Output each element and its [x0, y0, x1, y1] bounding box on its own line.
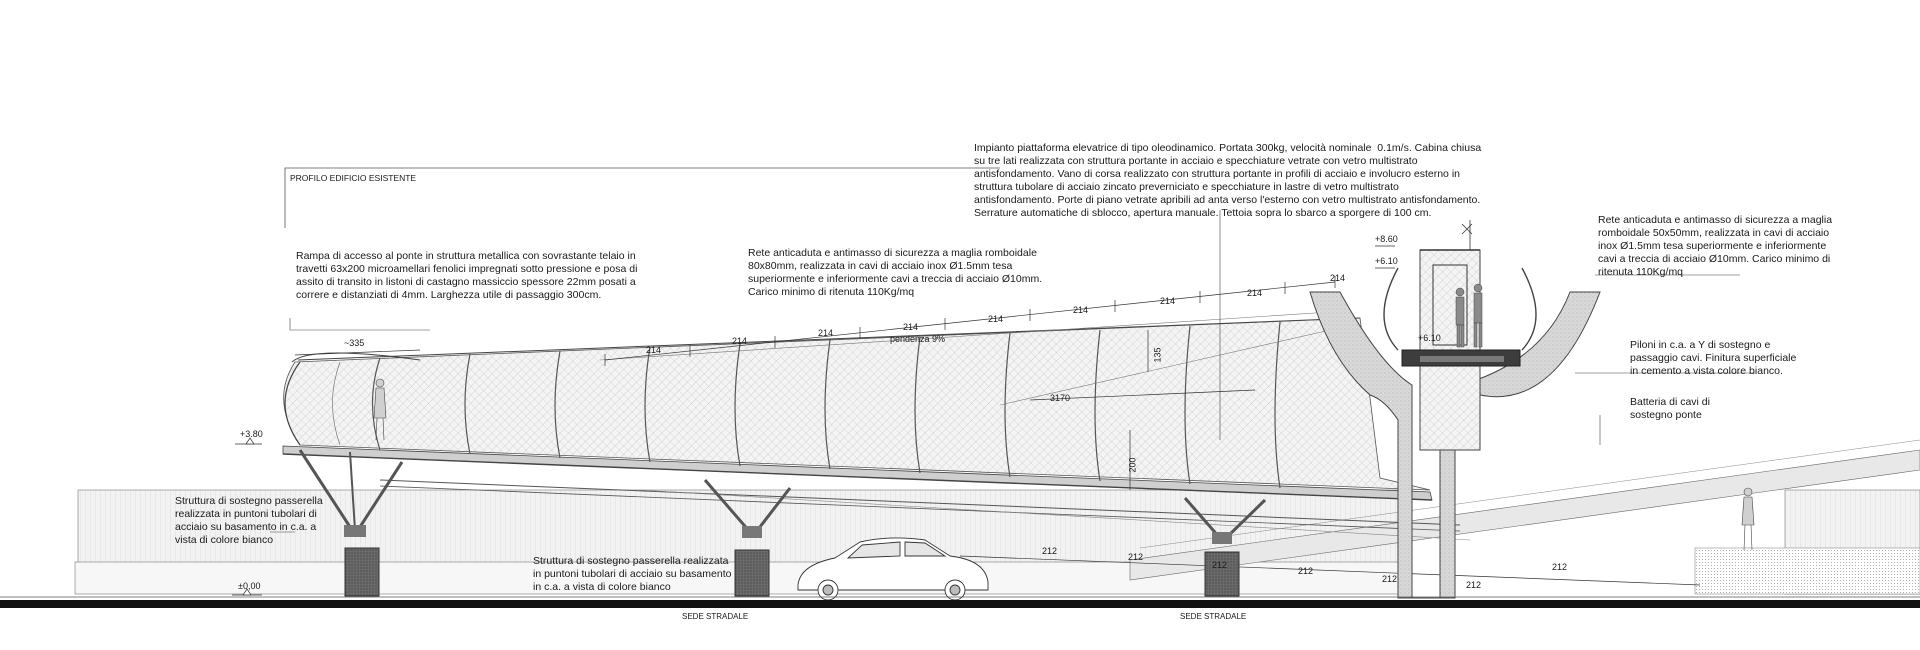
- dim-212-d: 212: [1298, 566, 1314, 576]
- level-plus-860: +8.60: [1375, 234, 1398, 244]
- dim-214-g: 214: [1160, 296, 1176, 306]
- left-support-note: Struttura di sostegno passerella realizzata in puntoni tubolari di acciaio su basamento in c.a. a vista di colore bianco: [175, 495, 323, 546]
- dim-214-a: 214: [646, 345, 662, 355]
- dim-214-b: 214: [732, 336, 748, 346]
- road-label-left: SEDE STRADALE: [682, 612, 749, 621]
- dim-212-b: 212: [1128, 552, 1144, 562]
- dim-335: ~335: [344, 338, 365, 348]
- dim-212-e: 212: [1382, 574, 1398, 584]
- level-plus-610: +6.10: [1375, 256, 1398, 266]
- level-plus-610-platform: +6.10: [1418, 333, 1441, 343]
- dim-214-d: 214: [903, 322, 919, 332]
- center-support-note: Struttura di sostegno passerella realizzata in puntoni tubolari di acciaio su basamento in c.a. a vista di colore bianco: [533, 555, 732, 593]
- ramp-note: Rampa di accesso al ponte in struttura metallica con sovrastante telaio in travetti 63x200 microamellari fenolici impregnati sotto pressione e posa di assito di transito in listoni di castagno massiccio spessore 22mm posati a correre e distanziati di 4mm. Larghezza utile di passaggio 300cm.: [296, 250, 638, 301]
- dim-214-e: 214: [988, 314, 1004, 324]
- existing-building-label: PROFILO EDIFICIO ESISTENTE: [290, 173, 417, 183]
- level-plus-380: +3.80: [240, 429, 263, 439]
- level-zero: ±0,00: [238, 581, 261, 591]
- dim-135: 135: [1152, 347, 1163, 363]
- cable-battery-note: Batteria di cavi di sostegno ponte: [1630, 396, 1710, 421]
- central-net-note: Rete anticaduta e antimasso di sicurezza a maglia romboidale 80x80mm, realizzata in cavi di acciaio inox Ø1.5mm tesa superiormente e inferiormente cavi a treccia di acciaio Ø10mm. Carico minimo di ritenuta 110Kg/mq: [748, 247, 1043, 298]
- dim-212-f: 212: [1466, 580, 1482, 590]
- right-net-note: Rete anticaduta e antimasso di sicurezza a maglia romboidale 50x50mm, realizzata in cavi di acciaio inox Ø1.5mm tesa superiormente e inferiormente cavi a treccia di acciaio Ø10mm. Carico minimo di ritenuta 110Kg/mq: [1598, 214, 1833, 278]
- elevator-note: Impianto piattaforma elevatrice di tipo oleodinamico. Portata 300kg, velocità nominale 0.1m/s. Cabina chiusa su tre lati realizzata con struttura portante in acciaio e specchiature vetrate con vetro multistrato antisfondamento. Vano di corsa realizzato con struttura portante in profili di acciaio e involucro esterno in struttura tubolare di acciaio zincato preverniciato e specchiature in lastre di vetro multistrato antisfondamento. Porte di piano vetrate apribili ad anta verso l'esterno con vetro multistrato antisfondamento. Serrature automatiche di sblocco, apertura manuale. Tettoia sopra lo sbarco a sporgere di 100 cm.: [974, 142, 1482, 219]
- dim-212-a: 212: [1042, 546, 1058, 556]
- slope-label: pendenza 9%: [890, 334, 946, 344]
- pylon-note: Piloni in c.a. a Y di sostegno e passaggio cavi. Finitura superficiale in cemento a vista colore bianco.: [1630, 339, 1797, 377]
- dim-214-h: 214: [1247, 288, 1263, 298]
- dim-214-c: 214: [818, 328, 834, 338]
- dim-214-f: 214: [1073, 305, 1089, 315]
- dim-212-g: 212: [1552, 562, 1568, 572]
- dim-3170: 3170: [1050, 393, 1071, 403]
- dim-212-c: 212: [1212, 560, 1228, 570]
- dim-200: 200: [1127, 457, 1138, 473]
- dim-214-i: 214: [1330, 273, 1346, 283]
- road-label-right: SEDE STRADALE: [1180, 612, 1247, 621]
